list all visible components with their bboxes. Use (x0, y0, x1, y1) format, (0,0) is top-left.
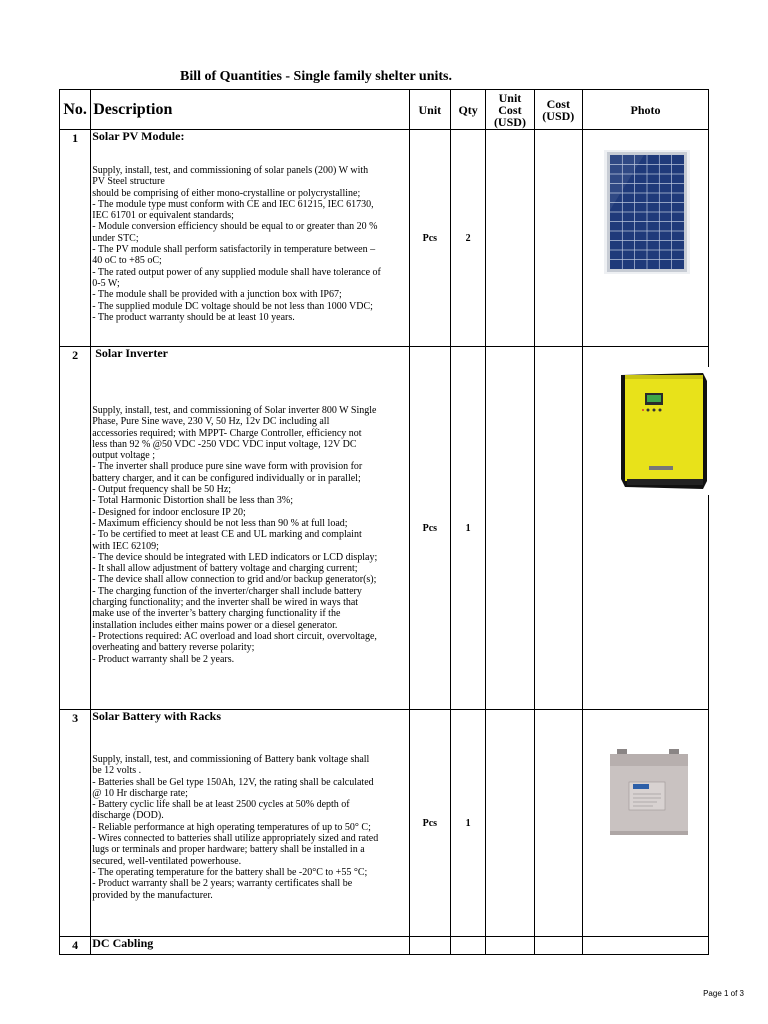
row-photo (582, 130, 708, 347)
row-photo (582, 347, 708, 710)
header-description: Description (91, 90, 409, 130)
item-title: Solar Inverter (95, 346, 168, 360)
row-qty (451, 937, 486, 955)
row-qty: 1 (451, 710, 486, 937)
page-number: Page 1 of 3 (703, 989, 744, 998)
row-description (91, 347, 409, 710)
row-unit (409, 937, 450, 955)
row-qty: 2 (451, 130, 486, 347)
row-unit-cost (486, 347, 534, 710)
row-unit-cost (486, 937, 534, 955)
row-qty: 1 (451, 347, 486, 710)
row-number: 4 (60, 937, 91, 955)
header-no: No. (60, 90, 91, 130)
row-cost (534, 937, 582, 955)
row-description (91, 710, 409, 937)
solar-panel-photo (604, 150, 690, 274)
row-description (91, 937, 409, 955)
bill-of-quantities-table (59, 89, 709, 955)
header-qty: Qty (451, 90, 486, 130)
row-cost (534, 130, 582, 347)
row-number: 1 (60, 130, 91, 347)
row-photo (582, 937, 708, 955)
row-cost (534, 710, 582, 937)
row-photo (582, 710, 708, 937)
header-unit-cost: Unit Cost (USD) (486, 90, 534, 130)
table-row (60, 347, 709, 710)
table-row (60, 937, 709, 955)
item-title: DC Cabling (92, 936, 154, 950)
item-specification: Supply, install, test, and commissioning of solar panels (200) W with PV Steel structure should be comprising of either mono-crystalline or polycrystalline; - The module type must conform with CE and IEC 61215, IEC 61730, IEC 61701 or equivalent standards; - Module conversion efficiency should be equal to or greater than 20 % under STC; - The PV module shall perform satisfactorily in temperature between – 40 oC to +85 oC; - The rated output power of any supplied module shall have tolerance of 0-5 W; - The module shall be provided with a junction box with IP67; - The supplied module DC voltage should be not less than 1000 VDC; - The product warranty should be at least 10 years. (92, 165, 381, 323)
item-title: Solar Battery with Racks (92, 709, 222, 723)
table-row (60, 710, 709, 937)
row-number: 3 (60, 710, 91, 937)
row-number: 2 (60, 347, 91, 710)
document-title: Bill of Quantities - Single family shelter units. (180, 69, 452, 84)
header-unit: Unit (409, 90, 450, 130)
item-specification: Supply, install, test, and commissioning of Solar inverter 800 W Single Phase, Pure Sine wave, 230 V, 50 Hz, 12v DC including all accessories required; with MPPT- Charge Controller, efficiency not less than 92 % @50 VDC -250 VDC VDC input voltage, 12V DC output voltage ; - The inverter shall produce pure sine wave form with provision for battery charger, and it can be configured individually or in parallel; - Output frequency shall be 50 Hz; - Total Harmonic Distortion shall be less than 3%; - Designed for indoor enclosure IP 20; - Maximum efficiency should be not less than 90 % at full load; - To be certified to meet at least CE and UL marking and complaint with IEC 62109; - The device should be integrated with LED indicators or LCD display; - It shall allow adjustment of battery voltage and charging current; - The device shall allow connection to grid and/or backup generator(s); - The charging function of the inverter/charger shall include battery charging functionality; and the inverter shall be wired in ways that make use of the inverter’s battery charging functionality if the installation includes either mains power or a diesel generator. - Protections required: AC overload and load short circuit, overvoltage, overheating and battery reverse polarity; - Product warranty shall be 2 years. (92, 405, 378, 665)
row-description (91, 130, 409, 347)
row-unit-cost (486, 710, 534, 937)
solar-inverter-photo (619, 367, 709, 495)
table-row (60, 130, 709, 347)
table-header-row (60, 90, 709, 130)
row-unit: Pcs (409, 347, 450, 710)
gel-battery-photo (607, 746, 691, 838)
row-unit-cost (486, 130, 534, 347)
header-cost: Cost (USD) (534, 90, 582, 130)
row-unit: Pcs (409, 130, 450, 347)
item-title: Solar PV Module: (92, 129, 185, 143)
item-specification: Supply, install, test, and commissioning of Battery bank voltage shall be 12 volts . - Batteries shall be Gel type 150Ah, 12V, the rating shall be calculated @ 10 Hr discharge rate; - Battery cyclic life shall be at least 2500 cycles at 50% depth of discharge (DOD). - Reliable performance at high operating temperatures of up to 50° C; - Wires connected to batteries shall utilize appropriately sized and rated lugs or terminals and proper hardware; battery shall be installed in a secured, well-ventilated powerhouse. - The operating temperature for the battery shall be -20°C to +55 °C; - Product warranty shall be 2 years; warranty certificates shall be provided by the manufacturer. (92, 754, 379, 901)
header-photo: Photo (582, 90, 708, 130)
row-cost (534, 347, 582, 710)
row-unit: Pcs (409, 710, 450, 937)
